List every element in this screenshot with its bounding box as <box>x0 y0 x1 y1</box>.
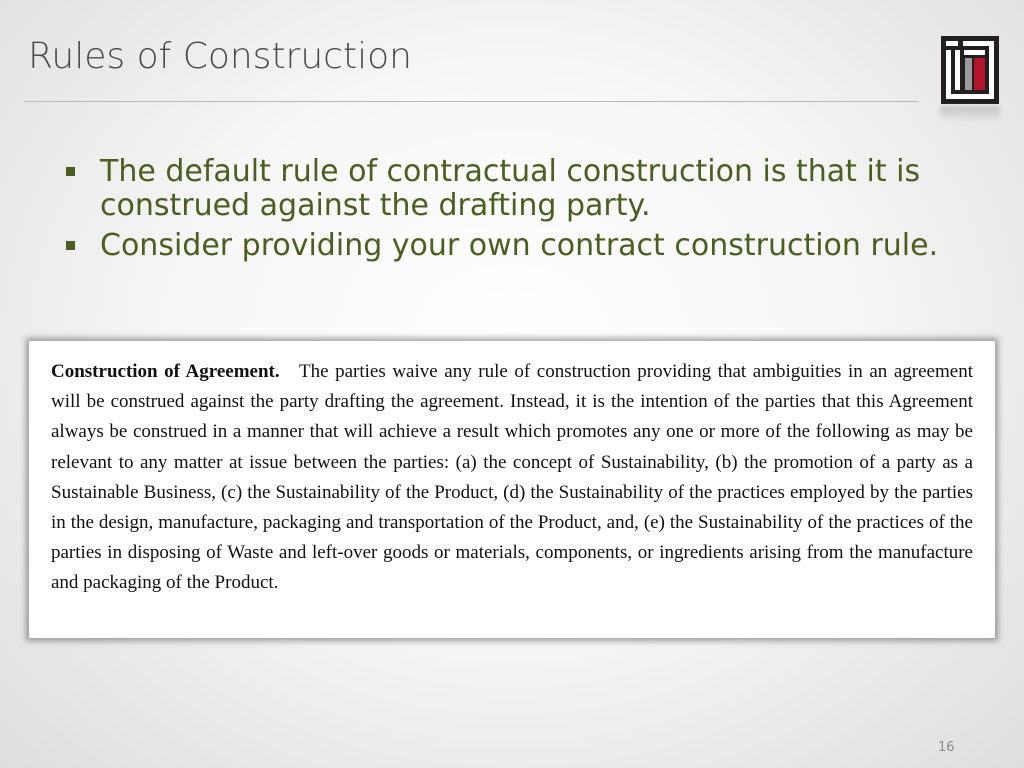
logo-reflection <box>940 106 1000 122</box>
excerpt-paragraph <box>51 357 973 599</box>
firm-logo-icon <box>941 36 999 104</box>
bullet-list <box>66 155 966 269</box>
square-bullet-icon <box>66 167 75 176</box>
excerpt-heading: Construction of Agreement. <box>51 361 280 382</box>
title-divider <box>24 101 918 102</box>
contract-excerpt <box>29 341 995 638</box>
bullet-text: The default rule of contractual construction is that it is construed against the drafting party. <box>100 154 921 223</box>
square-bullet-icon <box>66 241 75 250</box>
slide-title: Rules of Construction <box>28 36 412 77</box>
excerpt-body: The parties waive any rule of construction providing that ambiguities in an agreement will be construed against the party drafting the agreement. Instead, it is the intention of the parties that this Agreement always be construed in a manner that will achieve a result which promotes any one or more of the following as may be relevant to any matter at issue between the parties: (a) the concept of Sustainability, (b) the promotion of a party as a Sustainable Business, (c) the Sustainability of the Product, (d) the Sustainability of the practices employed by the parties in the design, manufacture, packaging and transportation of the Product, and, (e) the Sustainability of the practices of the parties in disposing of Waste and left-over goods or materials, components, or ingredients arising from the manufacture and packaging of the Product. <box>51 361 973 594</box>
page-number: 16 <box>938 740 955 755</box>
bullet-item <box>66 155 966 223</box>
bullet-text: Consider providing your own contract construction rule. <box>100 228 939 263</box>
bullet-item <box>66 229 966 263</box>
